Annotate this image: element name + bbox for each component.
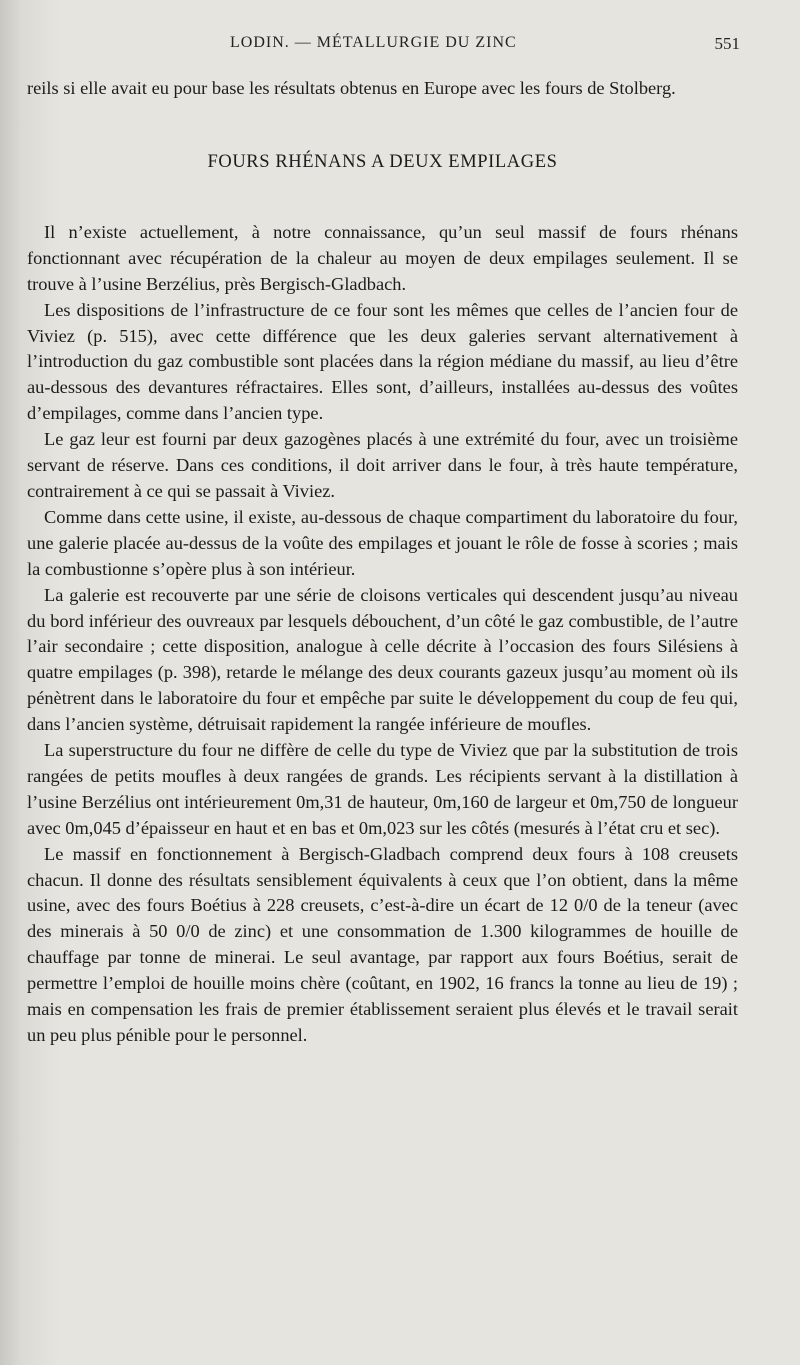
section-title: FOURS RHÉNANS A DEUX EMPILAGES <box>207 151 558 172</box>
paragraph: Le massif en fonctionnement à Bergisch-Gladbach comprend deux fours à 108 creusets chacun. Il donne des résultats sensiblement équivalents à ceux que l’on obtient, dans la même usine, avec des fours Boétius à 228 creusets, c’est-à-dire un écart de 12 0/0 de la teneur (avec des minerais à 50 0/0 de zinc) et une consommation de 1.300 kilogrammes de houille de chauffage par tonne de minerai. Le seul avantage, par rapport aux fours Boétius, serait de permettre l’emploi de houille moins chère (coûtant, en 1902, 16 francs la tonne au lieu de 19) ; mais en compensation les frais de premier établissement seraient plus élevés et le travail serait un peu plus pénible pour le personnel. <box>27 843 738 1045</box>
running-title: LODIN. — MÉTALLURGIE DU ZINC <box>230 34 517 51</box>
paragraph: La galerie est recouverte par une série de cloisons verticales qui descendent jusqu’au niveau du bord inférieur des ouvreaux par lesquels débouchent, d’un côté le gaz combustible, de l’autre l’air secondaire ; cette disposition, analogue à celle décrite à l’occasion des fours Silésiens à quatre empilages (p. 398), retarde le mélange des deux courants gazeux jusqu’au moment où ils pénètrent dans le laboratoire du four et empêche par suite le développement du coup de feu qui, dans l’ancien système, détruisait rapidement la rangée inférieure de moufles. <box>27 584 738 735</box>
page-body <box>27 76 738 1049</box>
paragraph: Comme dans cette usine, il existe, au-dessous de chaque compartiment du laboratoire du four, une galerie placée au-dessus de la voûte des empilages et jouant le rôle de fosse à scories ; mais la combustionne s’opère plus à son intérieur. <box>27 506 738 579</box>
paragraph: La superstructure du four ne diffère de celle du type de Viviez que par la substitution de trois rangées de petits moufles à deux rangées de grands. Les récipients servant à la distillation à l’usine Berzélius ont intérieurement 0m,31 de hauteur, 0m,160 de largeur et 0m,750 de longueur avec 0m,045 d’épaisseur en haut et en bas et 0m,023 sur les côtés (mesurés à l’état cru et sec). <box>27 740 738 838</box>
page-number: 551 <box>714 34 740 53</box>
running-head <box>27 34 738 58</box>
paragraph: Il n’existe actuellement, à notre connaissance, qu’un seul massif de fours rhénans fonctionnant avec récupération de la chaleur au moyen de deux empilages seulement. Il se trouve à l’usine Berzélius, près Bergisch-Gladbach. <box>27 221 738 294</box>
paragraph: Le gaz leur est fourni par deux gazogènes placés à une extrémité du four, avec un troisième servant de réserve. Dans ces conditions, il doit arriver dans le four, à très haute température, contrairement à ce qui se passait à Viviez. <box>27 429 738 501</box>
paragraph: Les dispositions de l’infrastructure de ce four sont les mêmes que celles de l’ancien four de Viviez (p. 515), avec cette différence que les deux galeries servant alternativement à l’introduction du gaz combustible sont placées dans la région médiane du massif, au lieu d’être au-dessous des devantures réfractaires. Elles sont, d’ailleurs, installées au-dessus des voûtes d’empilages, comme dans l’ancien type. <box>27 299 738 424</box>
paragraph-continuation: reils si elle avait eu pour base les résultats obtenus en Europe avec les fours de Stolberg. <box>27 78 676 98</box>
